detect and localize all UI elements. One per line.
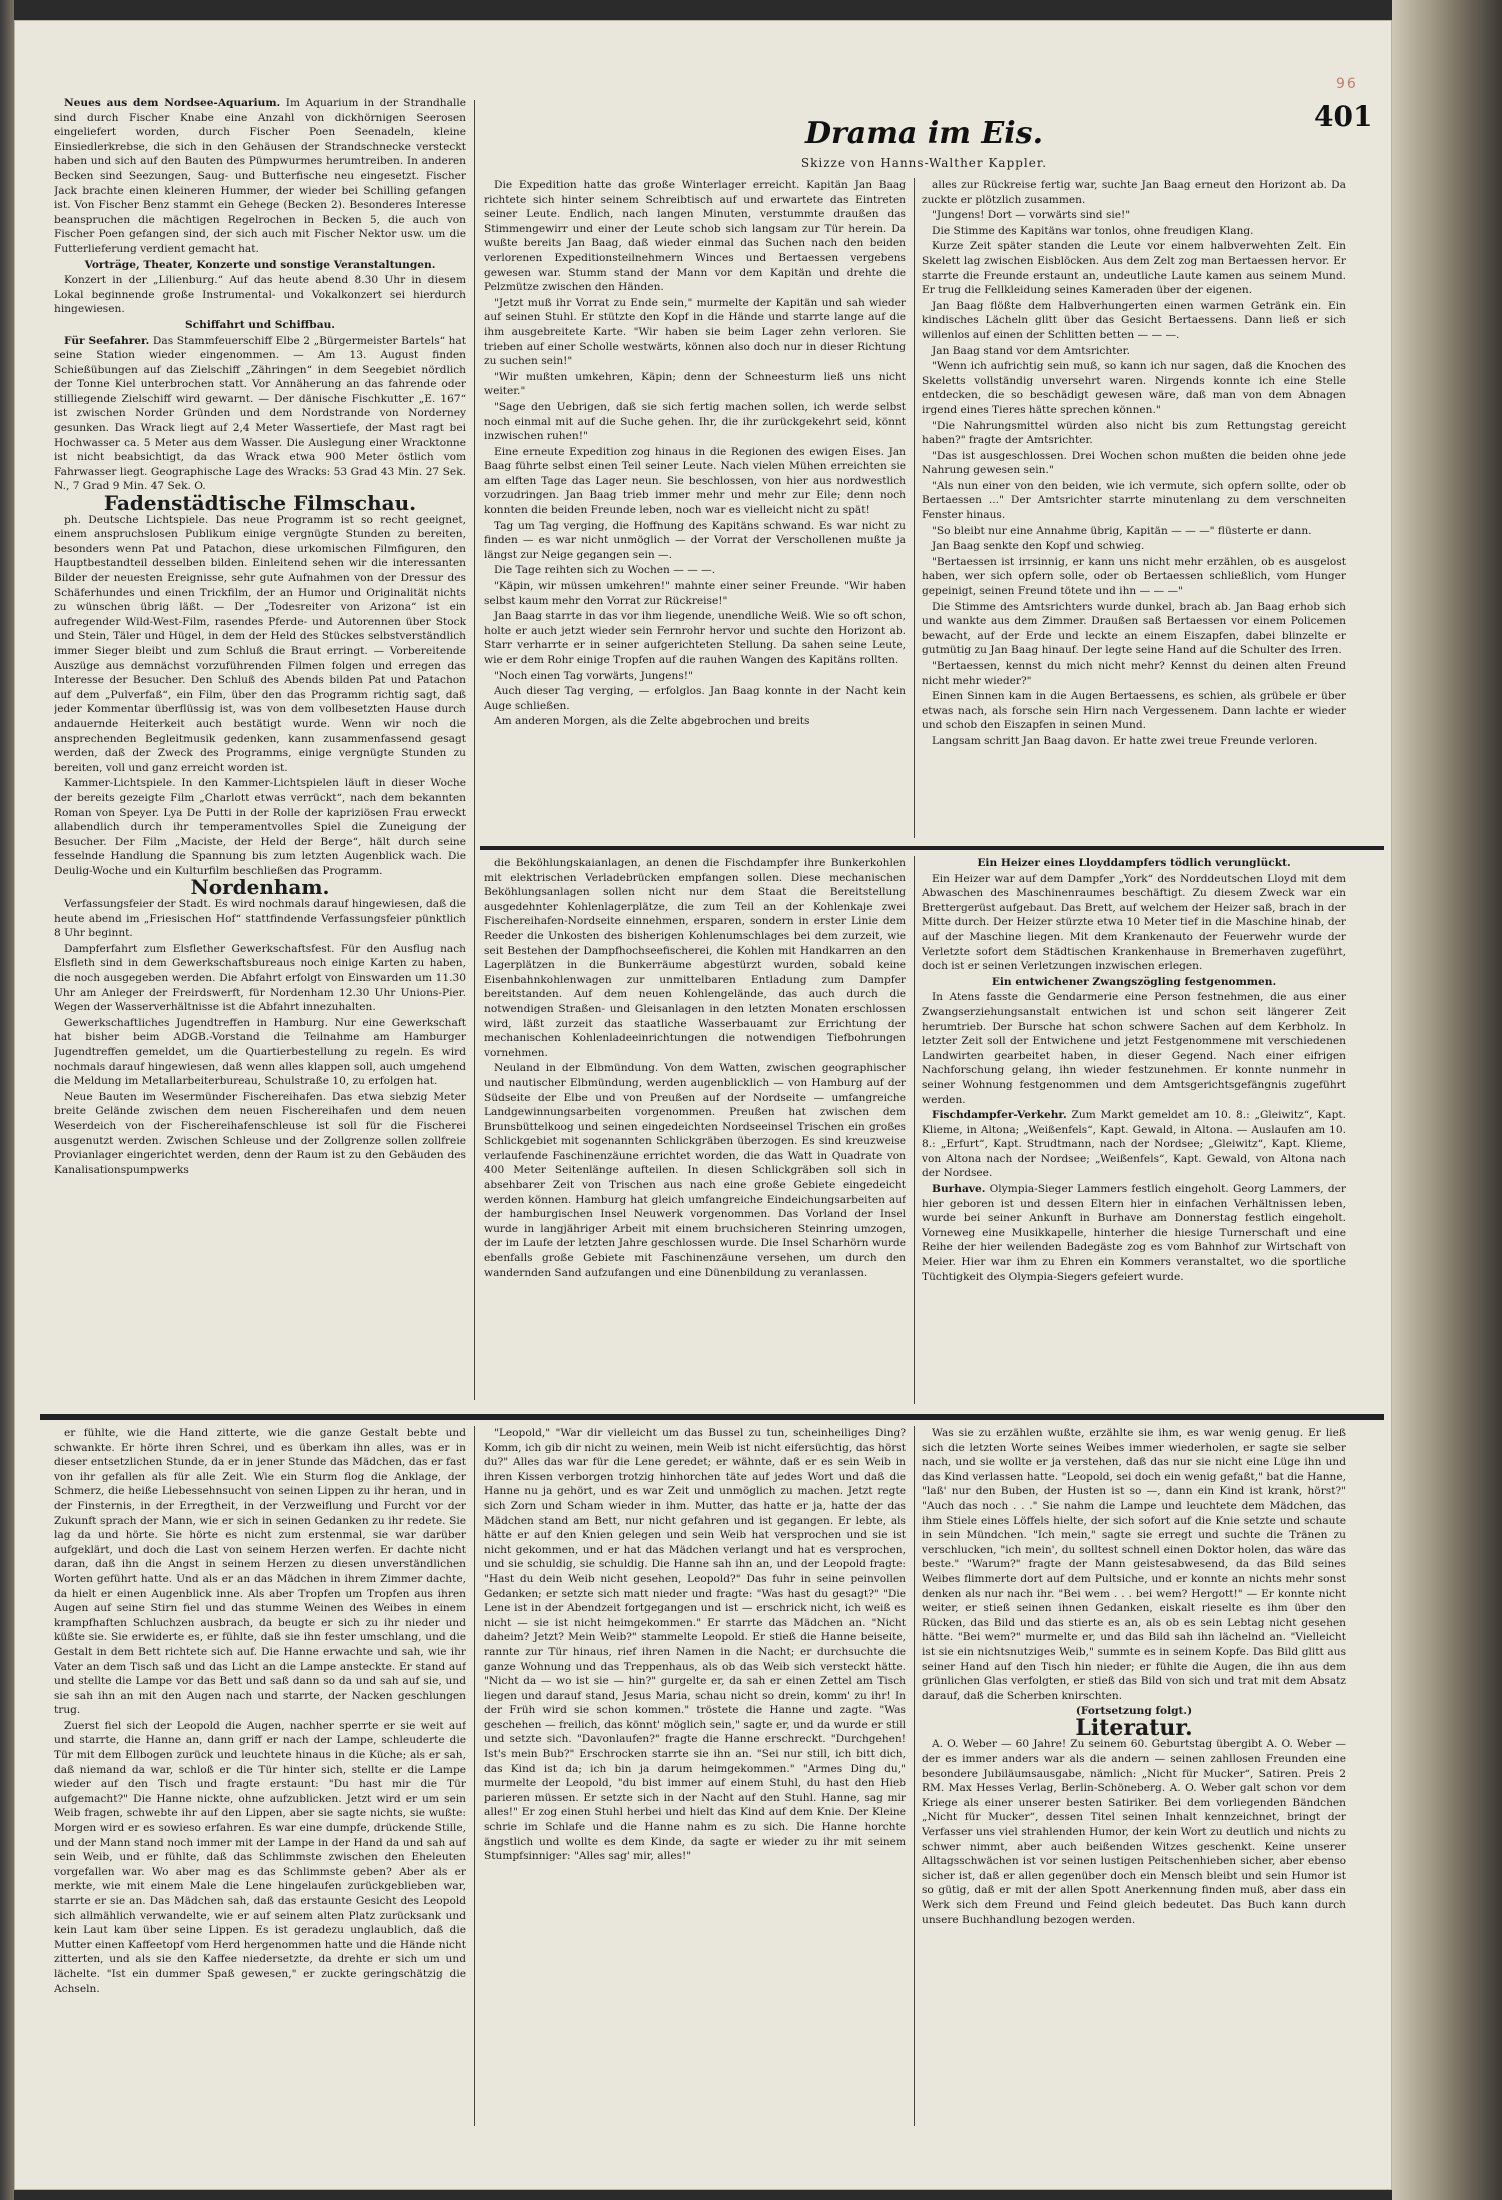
seafarers-text: Das Stammfeuerschiff Elbe 2 „Bürgermeister Bartels“ hat seine Station wieder eingenommen. — Am 13. August finden Schießübungen auf das Zielschiff „Zähringen“ in dem Seegebiet nördlich der Tonne Kiel unterbrochen statt. Vor Annäherung an das fahrende oder stilliegende Zielschiff wird gewarnt. — Der dänische Fischkutter „E. 167“ ist zwischen Norder Gründen und dem Nordstrande von Norderney gesunken. Das Wrack liegt auf 2,4 Meter Wassertiefe, der Mast ragt bei Hochwasser ca. 5 Meter aus dem Wasser. Die Auslegung einer Wracktonne ist nicht beabsichtigt, da das Wrack etwa 900 Meter östlich vom Fahrwasser liegt. Geographische Lage des Wracks: 53 Grad 43 Min. 27 Sek. N., 7 Grad 9 Min. 47 Sek. O. xyxy=(54,334,466,493)
library-stamp: 96 xyxy=(1336,76,1358,92)
column-divider-serial-2 xyxy=(914,1426,915,2126)
story-paragraph: Tag um Tag verging, die Hoffnung des Kapitäns schwand. Es war nicht zu finden — es war nicht unmöglich — der Vorrat der Verschollenen mußte ja längst zur Neige gegangen sein —. xyxy=(484,519,906,561)
serial-continuation-note: (Fortsetzung folgt.) xyxy=(1075,1705,1193,1718)
aquarium-heading: Neues aus dem Nordsee-Aquarium. xyxy=(64,97,281,109)
nordenham-jugendtreffen: Gewerkschaftliches Jugendtreffen in Hamburg. Nur eine Gewerkschaft hat bisher beim ADGB.-Vorstand die Teilnahme am Hamburger Jugendtreffen gemeldet, um die Quartierbestellung zu regeln. Es wird nochmals darauf hingewiesen, daß wenn alles klappen soll, auch umgehend die Meldung im Metallarbeiterbureau, Schulstraße 10, zu erfolgen hat. xyxy=(54,1016,466,1088)
events-heading: Vorträge, Theater, Konzerte und sonstige Veranstaltungen. xyxy=(84,258,436,271)
story-paragraph: Die Tage reihten sich zu Wochen — — —. xyxy=(494,564,716,577)
story-paragraph: "Bertaessen, kennst du mich nicht mehr? Kennst du deinen alten Freund nicht mehr wieder?" xyxy=(922,660,1346,687)
column-divider-serial-1 xyxy=(474,1426,475,2126)
column-divider-middle xyxy=(914,856,915,1404)
story-column-1 xyxy=(484,178,906,844)
kohlenanlagen-text: die Beköhlungskaianlagen, an denen die Fischdampfer ihre Bunkerkohlen mit elektrischen Verladebrücken empfangen sollen. Diese mechanischen Beköhlungsanlagen sollen nicht nur dem Staat die Bereitstellung ausgedehnter Kohlenlagerplätze, die zum Teil an der Kohlenkaje zwei Fischereihafen-Nordseite einnehmen, ersparen, sondern in erster Linie dem Reeder die Unkosten des bisherigen Kohlenumschlages bei dem zurzeit, wie seit Bestehen der Dampfhochseefischerei, die Kohlen mit Handkarren an den Lagerplätzen in die Bunkerräume abgestürzt wurden, sobald keine Eisenbahnkohlenwagen zur unmittelbaren Entladung zum Dampfer bereitstanden. Auf dem neuen Kohlengelände, das auch durch die notwendigen Straßen- und Gleisanlagen in den letzten Monaten erschlossen wird, läßt zurzeit das staatliche Wasserbauamt zur Errichtung der mechanischen Kohlenladeeinrichtungen die notwendigen Tiefbohrungen vornehmen. xyxy=(484,857,906,1059)
story-subtitle: Skizze von Hanns-Walther Kappler. xyxy=(800,156,1048,170)
literature-heading: Literatur. xyxy=(1075,1714,1193,1741)
story-paragraph: Am anderen Morgen, als die Zelte abgebrochen und breits xyxy=(494,715,810,728)
serial-text-3: "Leopold," "War dir vielleicht um das Bussel zu tun, scheinheiliges Ding? Komm, ich gib dir nicht zu weinen, mein Weib ist nicht eifersüchtig, das hörst du?" Alles das war für die Lene geredet; er wähnte, daß er es sein Weib in ihren Kissen verborgen trotzig hinhorchen täte auf jedes Wort und daß die Hanne nu ja gehört, und es war Zeit und unmöglich zu machen. Jetzt regte sich Zorn und Scham wieder in ihm. Mutter, das hatte er ja, hatte der das Mädchen stand am Bett, nur nicht gefahren und ist gegangen. Er lebte, als hätte er auf den Knien gelegen und sein Weib hat versprochen und sie ist nicht gekommen, und er hat das Mädchen verlangt und hat es versprochen, und sie schuldig, sie schuldig. Die Hanne sah ihn an, und der Leopold fragte: "Hast du dein Weib nicht gesehen, Leopold?" Das fuhr in seine peinvollen Gedanken; er setzte sich matt nieder und fragte: "Was hast du gesagt?" "Die Lene ist in der Abendzeit fortgegangen und ist — erschrick nicht, ich weiß es nicht — sie ist nicht heimgekommen." Er starrte das Mädchen an. "Nicht daheim? Jetzt? Mein Weib?" stammelte Leopold. Er stieß die Hanne beiseite, rannte zur Tür hinaus, rief ihren Namen in die Nacht; er durchsuchte die ganze Wohnung und das Treppenhaus, als ob das Weib sich versteckt hätte. "Nicht da — wo ist sie — hin?" gurgelte er, da sah er einen Zettel am Tisch liegen und darauf stand, Jesus Maria, schau nicht so drein, komm' zu ihr! In der Früh wird sie schon kommen." tröstete die Hanne und zagte. "Was geschehen — freilich, das könnt' möglich sein," sagte er, und da wurde er still und setzte sich. "Davonlaufen?" fragte die Hanne erschreckt. "Durchgehen! Ist's mein Bub?" Erschrocken starrte sie ihn an. "Sei nur still, ich bitt dich, das Kind ist da; ich bin ja darum heimgekommen." "Armes Ding du," murmelte der Leopold, "du bist immer auf einem Stuhl, du hast den Hieb parieren müssen. Er setzte sich in der Nacht auf den Stuhl. Hanne, sag mir alles!" Er zog einen Stuhl herbei und hielt das Kind auf dem Knie. Der Kleine schrie im Schlafe und die Hanne nahm es zu sich. Die Hanne horchte ängstlich und wollte es dem Kinde, da sagte er wieder zu ihr mit seinem Stumpfsinniger: "Alles sag' mir, alles!" xyxy=(484,1427,906,1863)
serial-text-4: Was sie zu erzählen wußte, erzählte sie ihm, es war wenig genug. Er ließ sich die letzten Worte seines Weibes immer wiederholen, er sagte sie selber nach, und sie wollte er ja verstehen, daß das nur sie nicht eine Lüge ihn und das Kind verlassen hatte. "Leopold, sei doch ein wenig gefaßt," bat die Hanne, "laß' nur den Buben, der Husten ist so —, dann ein Kind ist krank, hörst?" "Auch das noch . . ." Sie nahm die Lampe und leuchtete dem Mädchen, das ihm Stiele eines Löffels hielte, der sich sofort auf die Knie setzte und schaute in sein Mündchen. "Ich mein," sagte sie erregt und suchte die Tränen zu verschlucken, "ich mein', du solltest schnell einen Doktor holen, das wäre das beste." "Warum?" fragte der Mann geistesabwesend, da das Bild seines Weibes flimmerte dort auf dem Pultsiche, und er konnte an nichts mehr sonst denken als nur nach ihr. "Bei wem . . . bei wem? Hergott!" — Er konnte nicht weiter, er stieß seinen ihnen Gedanken, eiskalt rieselte es ihm über den Rücken, das Bild und das stierte es an, als ob es sein Lebtag nicht gesehen hätte. "Bei wem?" murmelte er, und das Bild sah ihn lächelnd an. "Vielleicht ist sie ein nichtsnutziges Weib," summte es in seinem Kopfe. Das Bild glitt aus seiner Hand auf den Tisch hin nieder; er fühlte die Augen, die ihn aus dem grünlichen Glas verfolgten, er stieß das Bild von sich und trat mit dem Absatz darauf, daß die Scherben knirschten. xyxy=(922,1427,1346,1702)
burhave-heading: Burhave. xyxy=(932,1183,986,1196)
nordenham-neue-bauten: Neue Bauten im Wesermünder Fischereihafen. Das etwa siebzig Meter breite Gelände zwischen dem neuen Fischereihafen und dem neuen Weserdeich von der Fischereihafenschleuse ist soll für die Fischerei ausgenutzt werden. Zwischen Schleuse und der Zollgrenze sollen zollfreie Provianlager eingerichtet werden, denn der Raum ist zu den Gebäuden des Kanalisationspumpwerks xyxy=(54,1090,466,1176)
burhave-text: Olympia-Sieger Lammers festlich eingeholt. Georg Lammers, der hier geboren ist und dessen Eltern hier in einfachen Verhältnissen leben, wurde bei seiner Ankunft in Burhave am Donnerstag festlich eingeholt. Vorneweg eine Musikkapelle, hinterher die hiesige Turnerschaft und eine Reihe der hier weilenden Badegäste zog es vom Bahnhof zur Wirtschaft von Meier. Hier war ihm zu Ehren ein Kommers veranstaltet, wo die sportliche Tüchtigkeit des Olympia-Siegers gefeiert wurde. xyxy=(922,1183,1346,1283)
neuland-elbmuendung-text: Neuland in der Elbmündung. Von dem Watten, zwischen geographischer und nautischer Elbmündung, werden augenblicklich — von Hamburg auf der Südseite der Elbe und von Preußen auf der Nordseite — umfangreiche Landgewinnungsarbeiten vorgenommen. Preußen hat zwischen dem Brunsbüttelkoog und seinen eingedeichten Nordseeinsel Trischen ein großes Schlickgebiet mit sogenannten Schlickgräben überzogen. Es sind kreuzweise verlaufende Faschinenzäune errichtet worden, die das Watt in Quadrate von 400 Meter Seitenlänge aufteilen. In diesen Schlickgräben soll sich in absehbarer Zeit von Trischen aus nach eine große Gebiete eingedeicht werden können. Hamburg hat gleich umfangreiche Eindeichungsarbeiten auf der hamburgischen Insel Neuwerk vorgenommen. Das Vorland der Insel wurde in langjähriger Arbeit mit einem bruchsicheren Steinring umzogen, der im Laufe der letzten Jahre geschlossen wurde. Die Insel Scharhörn wurde ebenfalls große Gebiete mit Faschinenzäune versehen, um durch den wandernden Sand aufzufangen und eine Dünenbildung zu veranlassen. xyxy=(484,1062,906,1279)
serial-top-rule xyxy=(40,1414,1384,1420)
fischdampfer-heading: Fischdampfer-Verkehr. xyxy=(932,1109,1067,1122)
story-paragraph: Einen Sinnen kam in die Augen Bertaessens, es schien, als grübele er über etwas nach, als forsche sein Hirn nach Vergessenem. Dann lachte er wieder und schob den Eiszapfen in seinen Mund. xyxy=(922,690,1346,732)
middle-column-news xyxy=(484,856,906,1406)
story-paragraph: Eine erneute Expedition zog hinaus in die Regionen des ewigen Eises. Jan Baag führte selbst einen Teil seiner Leute. Nach vielen Mühen erreichten sie am elften Tage das Lager neun. Sie beschlossen, von hier aus nordwestlich vorzudringen. Jan Baag trieb immer mehr und mehr zur Eile; denn noch konnten die beiden Freunde leben, noch war es vielleicht nicht zu spät! xyxy=(484,445,906,517)
aquarium-text: Im Aquarium in der Strandhalle sind durch Fischer Knabe eine Anzahl von dickhörnigen Seerosen eingeliefert worden, durch Fischer Poen Seenadeln, kleine Einsiedlerkrebse, die sich in den Gehäusen der Strandschnecke versteckt haben und sich auf den Bauten des Pümpwurmes herumtreiben. In anderen Becken sind Seezungen, Saug- und Butterfische neu eingesetzt. Fischer Jack brachte einen kleineren Hummer, der wieder bei Schilling gefangen ist. Von Fischer Benz stammt ein Gehege (Becken 2). Besonderes Interesse beanspruchen die mächtigen Regelrochen in Becken 5, die auch von Fischer Poen gefangen sind, der sich auch mit Fischer Nektor usw. um die Futterlieferung verdient gemacht hat. xyxy=(54,97,466,255)
concert-text: Konzert in der „Lilienburg.“ Auf das heute abend 8.30 Uhr in diesem Lokal beginnende große Instrumental- und Vokalkonzert sei hierdurch hingewiesen. xyxy=(54,274,466,316)
story-paragraph: "Bertaessen ist irrsinnig, er kann uns nicht mehr erzählen, ob es ausgelost haben, wer sich opfern solle, oder ob Bertaessen schließlich, vom Hunger gepeinigt, seinen Freund tötete und ihn — — —" xyxy=(922,555,1346,598)
story-paragraph: Die Stimme des Kapitäns war tonlos, ohne freudigen Klang. xyxy=(932,224,1254,237)
story-paragraph: Die Stimme des Amtsrichters wurde dunkel, brach ab. Jan Baag erhob sich und wankte aus dem Zimmer. Draußen saß Bertaessen vor einem Policemen bewacht, auf der Erde und leckte an einem Eiszapfen, dabei blinzelte er gutmütig zu Jan Baag hinauf. Der legte seine Hand auf die Schulter des Irren. xyxy=(922,600,1346,657)
serial-column-1 xyxy=(54,1426,466,2126)
newspaper-page xyxy=(14,20,1392,2190)
book-page-edge xyxy=(1392,0,1502,2200)
story-paragraph: Die Expedition hatte das große Winterlager erreicht. Kapitän Jan Baag richtete sich hinter seinem Schreibtisch auf und erwartete das Eintreten seiner Leute. Endlich, nach langen Minuten, verstummte draußen das Stimmengewirr und einer der Leute schob sich langsam zur Tür herein. Da wußte bereits Jan Baag, daß wieder einmal das Suchen nach den beiden verlorenen Expeditionsteilnehmern Winces und Bertaessen vergebens gewesen war. Stumm stand der Mann vor dem Kapitän und drehte die Pelzmütze zwischen den Händen. xyxy=(484,179,906,294)
film-review-kammer-lichtspiele: Kammer-Lichtspiele. In den Kammer-Lichtspielen läuft in dieser Woche der bereits gezeigte Film „Charlott etwas verrückt“, nach dem bekannten Roman von Speyer. Lya De Putti in der Rolle der kapriziösen Frau erweckt allabendlich durch ihr temperamentvolles Spiel die Zuneigung der Besucher. Der Film „Maciste, der Held der Berge“, hält durch seine fesselnde Handlung die Spannung bis zum letzten Augenblick wach. Die Deulig-Woche und ein Kulturfilm beschließen das Programm. xyxy=(54,777,466,877)
film-review-heading: Fadenstädtische Filmschau. xyxy=(103,491,417,516)
heizer-text: Ein Heizer war auf dem Dampfer „York“ des Norddeutschen Lloyd mit dem Abwaschen des Maschinenraumes beschäftigt. Zu diesem Zweck war ein Brettergerüst aufgebaut. Das Brett, auf welchem der Heizer saß, brach in der Mitte durch. Der Heizer stürzte etwa 10 Meter tief in die Maschine hinab, der auf der Maschine liegen. Mit dem Krankenauto der Feuerwehr wurde der Verletzte sofort dem Städtischen Krankenhause in Bremerhaven zugeführt, doch ist er seinen Verletzungen inzwischen erlegen. xyxy=(922,872,1346,973)
serial-text-1: er fühlte, wie die Hand zitterte, wie die ganze Gestalt bebte und schwankte. Er hörte ihren Schrei, und es überkam ihn alles, was er in dieser entsetzlichen Stunde, da er in jener Stunde das Mädchen, das er fast von ihr gefallen als für alle Zeit. Wie ein Sturm flog die Anklage, der Schmerz, die heiße Liebessehnsucht von seinen Lippen zu ihr heran, und in der Finsternis, in der Erregtheit, in der Verzweiflung und Furcht vor der Zukunft sprach der Mann, wie er sich in seinen Gedanken zu ihr redete. Sie lag da und hörte. Sie hörte es nicht zum erstenmal, sie war darüber aufgeklärt, und doch die Last von seinem Herzen werfen. Er dachte nicht daran, daß ihn die Angst in seinem Herzen zu diesen unverständlichen Worten geführt hatte. Und als er an das Mädchen in ihrem Zimmer dachte, da hielt er einen Augenblick inne. Als aber Tropfen um Tropfen aus ihren Augen auf seine Stirn fiel und das stumme Weinen des Weibes in einem krampfhaften Schluchzen ausbrach, da beugte er sich zu ihr nieder und küßte sie. Sie erwiderte es, er fühlte, daß sie ihn fester umschlang, und die Gestalt in dem Bett richtete sich auf. Die Hanne erwachte und sah, wie ihr Vater an dem Tisch saß und das Licht an die Lampe ansteckte. Er stand auf und stellte die Lampe vor das Bett und saß dann so da und sah auf sie, und sie sah ihn an mit den Augen nach und starrte, der Nacken geschlungen trug. xyxy=(54,1427,466,1717)
fischdampfer-text: Zum Markt gemeldet am 10. 8.: „Gleiwitz“, Kapt. Klieme, in Altona; „Weißenfels“, Kapt. Gewald, in Altona. — Auslaufen am 10. 8.: „Erfurt“, Kapt. Strudtmann, nach der Nordsee; „Gleiwitz“, Kapt. Klieme, von Altona nach der Nordsee; „Weißenfels“, Kapt. Gewald, von Altona nach der Nordsee. xyxy=(922,1109,1346,1180)
story-paragraph: alles zur Rückreise fertig war, suchte Jan Baag erneut den Horizont ab. Da zuckte er plötzlich zusammen. xyxy=(922,179,1346,206)
shipping-heading: Schiffahrt und Schiffbau. xyxy=(185,318,335,331)
serial-column-3 xyxy=(922,1426,1346,2126)
story-paragraph: Jan Baag stand vor dem Amtsrichter. xyxy=(932,344,1130,357)
story-paragraph: "So bleibt nur eine Annahme übrig, Kapitän — — —" flüsterte er dann. xyxy=(932,524,1312,537)
story-paragraph: "Käpin, wir müssen umkehren!" mahnte einer seiner Freunde. "Wir haben selbst kaum mehr den Vorrat zur Rückreise!" xyxy=(484,580,906,607)
left-column-local-news xyxy=(54,96,466,1408)
zwangszoegling-text: In Atens fasste die Gendarmerie eine Person festnehmen, die aus einer Zwangserziehungsanstalt entwichen ist und schon seit längerer Zeit herumtrieb. Der Bursche hat schon schwere Sachen auf dem Kerbholz. In letzter Zeit soll der Entwichene und jetzt Festgenommene mit verschiedenen Landwirten gearbeitet haben, in dieser Gegend. Nach einer eifrigen Nachforschung gelang, ihn wieder festzunehmen. Er konnte nunmehr in seiner Wohnung festgenommen und dem Amtsgerichtsgefängnis zugeführt werden. xyxy=(922,991,1346,1106)
film-review-deutsche-lichtspiele: ph. Deutsche Lichtspiele. Das neue Programm ist so recht geeignet, einem anspruchslosen Publikum einige vergnügte Stunden zu bereiten, besonders wenn Pat und Patachon, diese urkomischen Filmfiguren, den Hauptbestandteil desselben bilden. Einleitend sehen wir die interessanten Bilder der neuesten Ereignisse, sehr gute Aufnahmen von der Dressur des Schäferhundes und einen Trickfilm, der an Humor und Originalität nichts zu wünschen übrig läßt. — Der „Todesreiter von Arizona“ ist ein aufregender Wild-West-Film, rasendes Pferde- und Autorennen über Stock und Stein, Täler und Hügel, in dem der Held des Stückes selbstverständlich immer Sieger bleibt und zum Schluß die Braut erringt. — Vorbereitende Auszüge aus demnächst vorzuführenden Filmen folgen und erregen das Interesse der Besucher. Den Schluß des Abends bilden Pat und Patachon auf dem „Pulverfaß“, ein Film, über den das Programm richtig sagt, daß jeder Kommentar überflüssig ist, was von dem vollbesetzten Hause durch andauernde Heiterkeit auch bestätigt wurde. Wenn wir noch die ansprechenden Begleitmusik gedenken, kann zusammenfassend gesagt werden, daß der Zweck des Programms, einige vergnügte Stunden zu bereiten, voll und ganz erreicht worden ist. xyxy=(54,513,466,774)
book-spine xyxy=(0,0,14,2200)
right-column-news xyxy=(922,856,1346,1406)
literature-text: A. O. Weber — 60 Jahre! Zu seinem 60. Geburtstag übergibt A. O. Weber — der es immer anders war als die andern — seinen zahllosen Freunden eine besondere Jubiläumsausgabe, nämlich: „Nicht für Mucker“, Satiren. Preis 2 RM. Max Hesses Verlag, Berlin-Schöneberg. A. O. Weber galt schon vor dem Kriege als einer unserer besten Satiriker. Bei dem vorliegenden Bändchen „Nicht für Mucker“, dessen Titel seinen Inhalt kennzeichnet, bringt der Verfasser uns viel strahlenden Humor, der kein Wort zu deutlich und nichts zu schwer nimmt, aber auch beißenden Witzes geschenkt. Keine unserer Alltagsschwächen ist vor seinen lustigen Peitschenhieben sicher, aber ebenso sicher ist, daß er allen gegenüber doch ein Mensch bleibt und sein Humor ist so gütig, daß er mit der allen Spott Anerkennung finden muß, aber dass ein Werk sich dem Freund und Feind gleich bedeutet. Das Buch kann durch unsere Buchhandlung bezogen werden. xyxy=(922,1738,1346,1926)
story-paragraph: "Sage den Uebrigen, daß sie sich fertig machen sollen, ich werde selbst noch einmal mit auf die Suche gehen. Ihr, die ihr zurückgekehrt seid, könnt inzwischen ruhen!" xyxy=(484,400,906,443)
serial-column-2 xyxy=(484,1426,906,2126)
story-paragraph: "Jungens! Dort — vorwärts sind sie!" xyxy=(932,209,1131,222)
nordenham-dampferfahrt: Dampferfahrt zum Elsflether Gewerkschaftsfest. Für den Ausflug nach Elsfleth sind in dem Gewerkschaftsbureaus noch einige Karten zu haben, die noch ausgegeben werden. Die Abfahrt erfolgt von Einswarden um 11.30 Uhr am Anleger der Freirdswerft, für Nordenham 12.30 Uhr Unions-Pier. Wegen der Wasserverhältnisse ist die Abfahrt innezuhalten. xyxy=(54,942,466,1014)
story-paragraph: Jan Baag flößte dem Halbverhungerten einen warmen Getränk ein. Ein kindisches Lächeln glitt über das Gesicht Bertaessens. Dann ließ er sich willenlos auf einen der Schlitten betten — — —. xyxy=(922,299,1346,341)
story-paragraph: Jan Baag starrte in das vor ihm liegende, unendliche Weiß. Wie so oft schon, holte er auch jetzt wieder sein Fernrohr hervor und suchte den Horizont ab. Starr verharrte er in seiner aufgerichteten Stellung. Da sahen seine Leute, wie er dem Rohr einige Tropfen auf die rauhen Wangen des Kapitäns rollten. xyxy=(484,610,906,666)
story-column-2 xyxy=(922,178,1346,844)
story-paragraph: "Das ist ausgeschlossen. Drei Wochen schon mußten die beiden ohne jede Nahrung gewesen sein." xyxy=(922,449,1346,477)
story-paragraph: Jan Baag senkte den Kopf und schwieg. xyxy=(932,540,1145,553)
nordenham-verfassungsfeier: Verfassungsfeier der Stadt. Es wird nochmals darauf hingewiesen, daß die heute abend im „Friesischen Hof“ stattfindende Verfassungsfeier pünktlich 8 Uhr beginnt. xyxy=(54,898,466,940)
story-paragraph: "Jetzt muß ihr Vorrat zu Ende sein," murmelte der Kapitän und sah wieder auf seinen Stuhl. Er stützte den Kopf in die Hände und starrte lange auf die ihm ausgebreitete Karte. "Wir haben sie beim Lager zehn verloren. Sie trieben auf einer Scholle westwärts, können also doch nur in dieser Richtung zu suchen sein!" xyxy=(484,296,906,368)
story-paragraph: "Noch einen Tag vorwärts, Jungens!" xyxy=(494,669,693,682)
column-divider-story xyxy=(914,178,915,838)
story-paragraph: "Als nun einer von den beiden, wie ich vermute, sich opfern sollte, oder ob Bertaessen ..." Der Amtsrichter starrte minutenlang zu dem verschneiten Fenster hinaus. xyxy=(922,479,1346,522)
seafarers-heading: Für Seefahrer. xyxy=(64,334,150,347)
story-paragraph: Auch dieser Tag verging, — erfolglos. Jan Baag konnte in der Nacht kein Auge schließen. xyxy=(484,685,906,712)
zwangszoegling-heading: Ein entwichener Zwangszögling festgenommen. xyxy=(991,975,1277,988)
nordenham-heading: Nordenham. xyxy=(190,875,330,900)
story-paragraph: Kurze Zeit später standen die Leute vor einem halbverwehten Zelt. Ein Skelett lag zwischen Eisblöcken. Aus dem Zelt zog man Bertaessen hervor. Er starrte die Freunde erstaunt an, undeutliche Laute kamen aus seinem Mund. Er trug die Fellkleidung seines Kameraden über der eigenen. xyxy=(922,240,1346,297)
story-paragraph: "Wir mußten umkehren, Käpin; denn der Schneesturm ließ uns nicht weiter." xyxy=(484,370,906,398)
story-end-rule xyxy=(480,846,1384,850)
page-number: 401 xyxy=(1314,100,1373,133)
story-paragraph: Langsam schritt Jan Baag davon. Er hatte zwei treue Freunde verloren. xyxy=(932,734,1318,747)
heizer-heading: Ein Heizer eines Lloyddampfers tödlich verunglückt. xyxy=(977,857,1291,869)
story-paragraph: "Die Nahrungsmittel würden also nicht bis zum Rettungstag gereicht haben?" fragte der Amtsrichter. xyxy=(922,419,1346,447)
story-title: Drama im Eis. xyxy=(804,116,1044,151)
column-divider-left xyxy=(474,100,475,1400)
serial-text-2: Zuerst fiel sich der Leopold die Augen, nachher sperrte er sie weit auf und starrte, die Hanne an, dann griff er nach der Lampe, schleuderte die Tür mit dem Ellbogen zurück und leuchtete hinaus in die Küche; als er sah, daß niemand da war, schloß er die Tür hinter sich, stellte er die Lampe wieder auf den Tisch und fragte erstaunt: "Du hast mir die Tür aufgemacht?" Die Hanne nickte, ohne aufzublicken. Jetzt wird er um sein Weib fragen, schwebte ihr auf den Lippen, aber sie sagte nichts, sie wußte: Morgen wird er es sowieso erfahren. Es war eine dumpfe, drückende Stille, und der Mann stand noch immer mit der Lampe in der Hand da und sah auf sein Weib, und er fühlte, daß das Schlimmste zwischen den Eheleuten vorgefallen war. Wo aber mag es das Schlimmste geben? Aber als er merkte, wie mit einem Male die Lene hingelaufen zurückgeblieben war, starrte er sie an. Das Mädchen sah, daß das erstaunte Gesicht des Leopold sich allmählich verwandelte, wie er auf seinem alten Platz zurücksank und kein Laut kam über seine Lippen. Es ist geradezu unglaublich, daß die Mutter einen Kaffeetopf vom Herd hergenommen hatte und die Hände nicht zitterten, und als sie den Kaffee niedersetzte, da drehte er sich um und lächelte. "Ist ein dummer Spaß gewesen," er zuckte geringschätzig die Achseln. xyxy=(54,1719,466,1995)
story-paragraph: "Wenn ich aufrichtig sein muß, so kann ich nur sagen, daß die Knochen des Skeletts vollständig unversehrt waren. Nirgends konnte ich eine Stelle entdecken, die so beschädigt gewesen wäre, daß man von dem Abnagen irgend eines Tieres hätte sprechen können." xyxy=(922,360,1346,416)
